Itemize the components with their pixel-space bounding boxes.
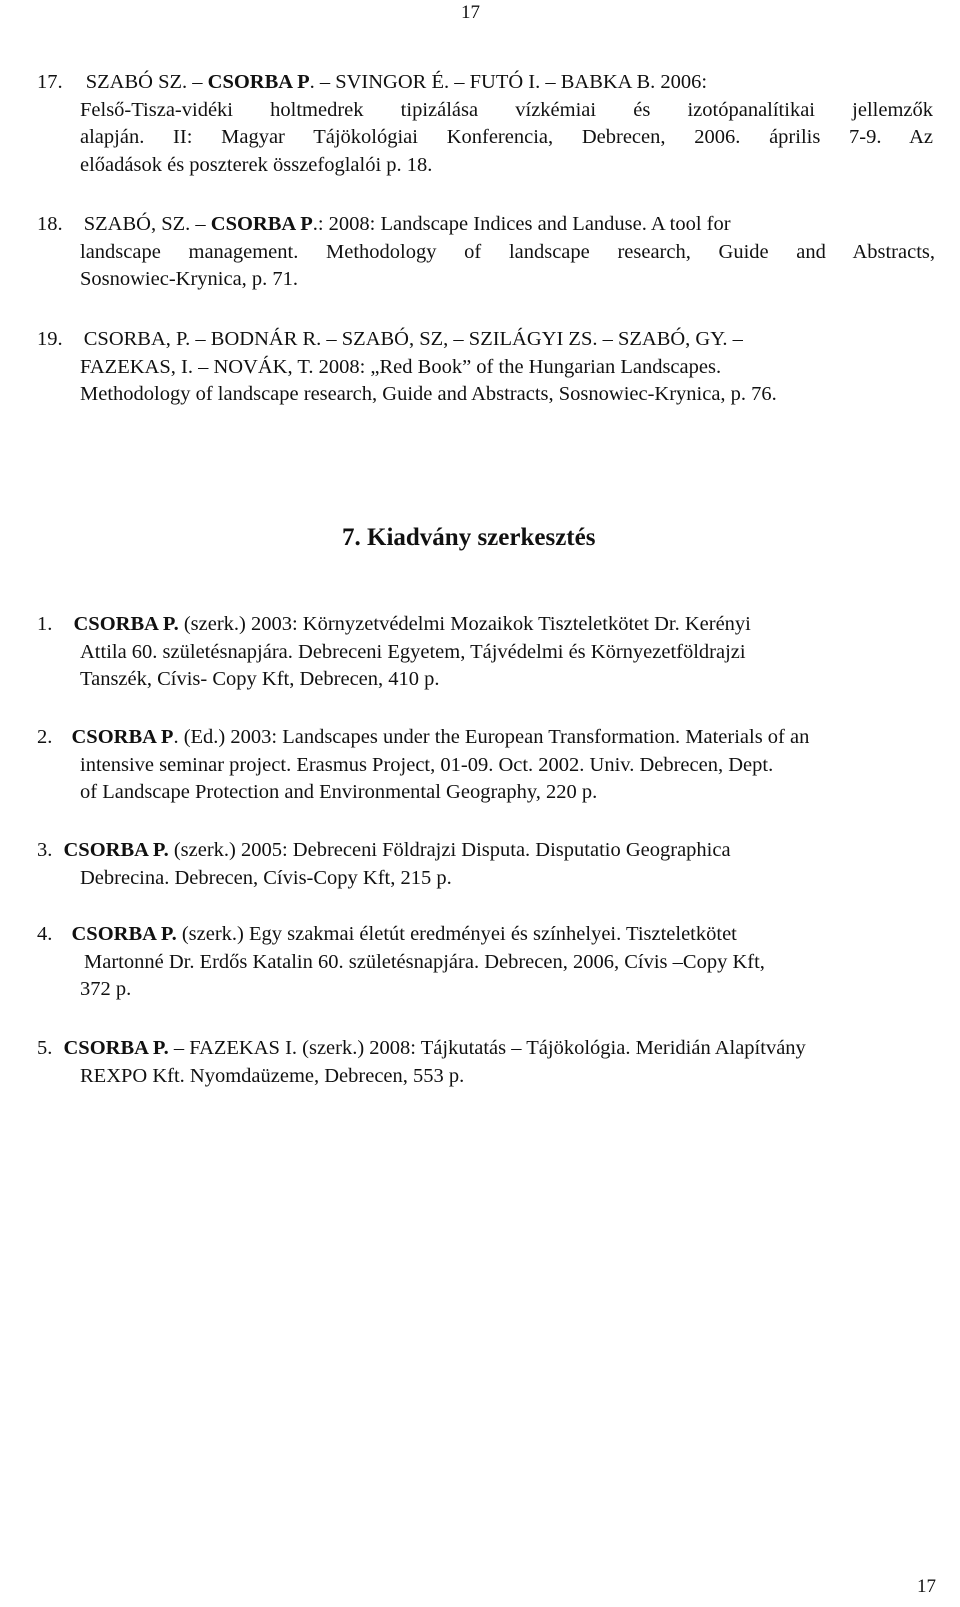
- publication-3-bold-author: CSORBA P.: [63, 839, 169, 861]
- publication-1-line-1: [37, 611, 897, 639]
- publication-3-number: 3.: [37, 839, 53, 861]
- reference-19-number: 19.: [37, 328, 63, 350]
- reference-19-rest: – BODNÁR R. – SZABÓ, SZ, – SZILÁGYI ZS. – SZABÓ, GY. –: [190, 328, 743, 350]
- publication-1: [37, 611, 897, 694]
- publication-2-bold-author: CSORBA P: [71, 726, 174, 748]
- publication-2: [37, 724, 927, 807]
- reference-18-number: 18.: [37, 213, 63, 235]
- publication-2-line-1: [37, 724, 927, 752]
- reference-19-line-3: Methodology of landscape research, Guide and Abstracts, Sosnowiec-Krynica, p. 76.: [80, 383, 777, 405]
- publication-4-bold-author: CSORBA P.: [71, 923, 177, 945]
- publication-3: [37, 837, 897, 892]
- reference-17-authors-a: SZABÓ SZ. –: [85, 71, 208, 93]
- publication-3-line-2: Debrecina. Debrecen, Cívis-Copy Kft, 215 p.: [80, 866, 452, 889]
- publication-4-line-2: Martonné Dr. Erdős Katalin 60. születésnapjára. Debrecen, 2006, Cívis –Copy Kft,: [84, 950, 765, 973]
- publication-5: [37, 1035, 927, 1090]
- publication-4-line-3: 372 p.: [80, 978, 132, 1000]
- reference-19-bold-author: CSORBA, P.: [83, 328, 191, 350]
- reference-18-line-2: landscape management. Methodology of landscape research, Guide and Abstracts,: [80, 240, 935, 263]
- publication-1-line-3: Tanszék, Cívis- Copy Kft, Debrecen, 410 p.: [80, 668, 440, 690]
- reference-19-line-2: FAZEKAS, I. – NOVÁK, T. 2008: „Red Book” of the Hungarian Landscapes.: [80, 355, 722, 378]
- publication-1-rest: (szerk.) 2003: Környzetvédelmi Mozaikok Tiszteletkötet Dr. Kerényi: [178, 613, 751, 635]
- page-number-top: 17: [461, 2, 480, 23]
- publication-4-number: 4.: [37, 923, 53, 945]
- publication-3-rest: (szerk.) 2005: Debreceni Földrajzi Disputa. Disputatio Geographica: [168, 839, 731, 861]
- reference-17-bold-author: CSORBA P: [207, 71, 310, 93]
- publication-5-number: 5.: [37, 1037, 53, 1059]
- reference-18-line-3: Sosnowiec-Krynica, p. 71.: [80, 268, 299, 290]
- reference-17: [37, 69, 933, 179]
- publication-2-line-3: of Landscape Protection and Environmental Geography, 220 p.: [80, 781, 598, 803]
- publication-4: [37, 921, 917, 1004]
- page-number-bottom: 17: [917, 1576, 936, 1597]
- publication-5-line-2: REXPO Kft. Nyomdaüzeme, Debrecen, 553 p.: [80, 1064, 465, 1087]
- reference-17-line-2: Felső-Tisza-vidéki holtmedrek tipizálása vízkémiai és izotópanalítikai jellemzők: [80, 98, 933, 121]
- publication-5-bold-author: CSORBA P.: [63, 1037, 169, 1059]
- reference-17-line-3: alapján. II: Magyar Tájökológiai Konferencia, Debrecen, 2006. április 7-9. Az: [80, 126, 933, 148]
- reference-18-post: .: 2008: Landscape Indices and Landuse. A tool for: [312, 213, 731, 235]
- reference-18-pre: SZABÓ, SZ. –: [83, 213, 211, 235]
- reference-19: [37, 326, 935, 409]
- publication-2-number: 2.: [37, 726, 53, 748]
- reference-18-bold-author: CSORBA P: [210, 213, 313, 235]
- publication-5-line-1: [37, 1035, 927, 1063]
- publication-4-line-1: [37, 921, 917, 949]
- publication-5-rest: – FAZEKAS I. (szerk.) 2008: Tájkutatás – Tájökológia. Meridián Alapítvány: [168, 1037, 806, 1059]
- publication-1-bold-author: CSORBA P.: [73, 613, 179, 635]
- reference-17-authors-b: . – SVINGOR É. – FUTÓ I. – BABKA B. 2006:: [309, 71, 708, 93]
- section-heading: 7. Kiadvány szerkesztés: [342, 524, 596, 551]
- publication-2-line-2: intensive seminar project. Erasmus Project, 01-09. Oct. 2002. Univ. Debrecen, Dept.: [80, 753, 774, 776]
- reference-18: [37, 211, 935, 294]
- publication-3-line-1: [37, 837, 897, 865]
- reference-17-number: 17.: [37, 71, 63, 93]
- reference-17-line-1: [37, 69, 933, 97]
- publication-1-number: 1.: [37, 613, 53, 635]
- publication-2-rest: . (Ed.) 2003: Landscapes under the European Transformation. Materials of an: [173, 726, 810, 748]
- reference-17-line-4: előadások és poszterek összefoglalói p. 18.: [80, 153, 433, 176]
- reference-18-line-1: [37, 211, 935, 239]
- publication-1-line-2: Attila 60. születésnapjára. Debreceni Egyetem, Tájvédelmi és Környezetföldrajzi: [80, 640, 746, 663]
- publication-4-rest: (szerk.) Egy szakmai életút eredményei és színhelyei. Tiszteletkötet: [176, 923, 737, 945]
- reference-19-line-1: [37, 326, 935, 354]
